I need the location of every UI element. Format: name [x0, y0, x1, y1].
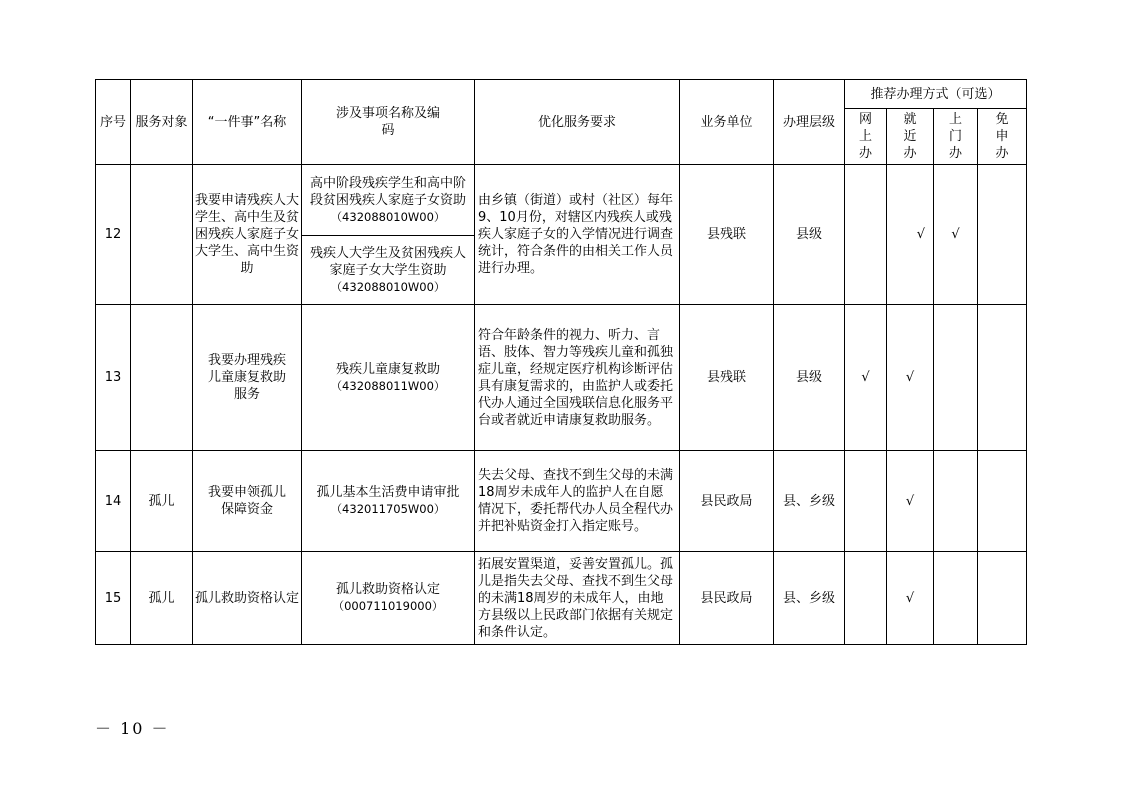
row-matter	[302, 552, 475, 645]
row-matter	[302, 236, 475, 305]
mark-online	[845, 552, 887, 645]
header-row-1	[96, 80, 1027, 109]
mark-doorstep	[934, 305, 978, 451]
row-item-name: 孤儿救助资格认定	[193, 552, 302, 645]
page-number: － 10 －	[95, 719, 170, 738]
row-requirements: 符合年龄条件的视力、听力、言语、肢体、智力等残疾儿童和孤独症儿童，经规定医疗机构诊断评估具有康复需求的，由监护人或委托代办人通过全国残联信息化服务平台或者就近申请康复救助服务。	[475, 305, 680, 451]
row-matter	[302, 165, 475, 236]
header-method-online-text: 网上办	[858, 112, 872, 161]
row-item-name: 我要申请残疾人大学生、高中生及贫困残疾人家庭子女大学生、高中生资助	[193, 165, 302, 305]
row-level: 县级	[774, 305, 845, 451]
header-matters-text: 涉及事项名称及编码	[335, 106, 440, 138]
mark-exempt	[978, 552, 1027, 645]
matter-code: （432088011W00）	[330, 378, 446, 393]
matter-name: 残疾儿童康复救助	[335, 361, 440, 377]
mark-online	[845, 165, 887, 305]
row-item-name-text: 我要办理残疾儿童康复救助服务	[207, 353, 286, 402]
header-method-nearby-text: 就近办	[903, 112, 917, 161]
header-level: 办理层级	[774, 80, 845, 165]
header-method-online	[845, 109, 887, 165]
row-target: 孤儿	[131, 451, 193, 552]
header-method-exempt-text: 免申办	[995, 112, 1009, 161]
row-item-name	[193, 305, 302, 451]
header-method-doorstep	[934, 109, 978, 165]
row-requirements: 失去父母、查找不到生父母的未满18周岁未成年人的监护人在自愿情况下，委托帮代办人员全程代办并把补贴资金打入指定账号。	[475, 451, 680, 552]
header-matters	[302, 80, 475, 165]
header-method-doorstep-text: 上门办	[948, 112, 962, 161]
mark-doorstep: √	[934, 165, 978, 305]
mark-nearby: √	[887, 305, 934, 451]
table-row	[96, 165, 1027, 236]
header-target: 服务对象	[131, 80, 193, 165]
mark-online	[845, 451, 887, 552]
table-row	[96, 451, 1027, 552]
row-target	[131, 305, 193, 451]
row-unit: 县残联	[680, 305, 774, 451]
header-method-nearby	[887, 109, 934, 165]
mark-nearby: √	[887, 165, 934, 305]
header-unit: 业务单位	[680, 80, 774, 165]
mark-exempt	[978, 165, 1027, 305]
row-item-name	[193, 451, 302, 552]
header-method-exempt	[978, 109, 1027, 165]
row-item-name-text: 我要申领孤儿保障资金	[207, 485, 286, 517]
matter-code: （432088010W00）	[330, 209, 446, 224]
table-row	[96, 552, 1027, 645]
row-unit: 县残联	[680, 165, 774, 305]
row-seq: 14	[96, 451, 131, 552]
row-seq: 13	[96, 305, 131, 451]
header-item-name: “一件事”名称	[193, 80, 302, 165]
row-level: 县、乡级	[774, 451, 845, 552]
mark-nearby: √	[887, 451, 934, 552]
service-table	[95, 79, 1027, 645]
row-matter	[302, 305, 475, 451]
matter-name: 残疾人大学生及贫困残疾人家庭子女大学生资助	[309, 245, 466, 278]
table-row	[96, 305, 1027, 451]
matter-name: 高中阶段残疾学生和高中阶段贫困残疾人家庭子女资助	[309, 175, 466, 208]
mark-exempt	[978, 451, 1027, 552]
header-requirements: 优化服务要求	[475, 80, 680, 165]
mark-exempt	[978, 305, 1027, 451]
row-target	[131, 165, 193, 305]
row-requirements: 拓展安置渠道，妥善安置孤儿。孤儿是指失去父母、查找不到生父母的未满18周岁的未成年人，由地方县级以上民政部门依据有关规定和条件认定。	[475, 552, 680, 645]
row-target: 孤儿	[131, 552, 193, 645]
row-unit: 县民政局	[680, 451, 774, 552]
row-requirements: 由乡镇（街道）或村（社区）每年9、10月份，对辖区内残疾人或残疾人家庭子女的入学情况进行调查统计，符合条件的由相关工作人员进行办理。	[475, 165, 680, 305]
row-unit: 县民政局	[680, 552, 774, 645]
row-level: 县、乡级	[774, 552, 845, 645]
matter-code: （000711019000）	[332, 599, 444, 613]
mark-nearby: √	[887, 552, 934, 645]
mark-doorstep	[934, 552, 978, 645]
matter-name: 孤儿救助资格认定	[335, 582, 440, 597]
mark-online: √	[845, 305, 887, 451]
header-methods-group: 推荐办理方式（可选）	[845, 80, 1027, 109]
row-level: 县级	[774, 165, 845, 305]
row-seq: 15	[96, 552, 131, 645]
matter-code: （432088010W00）	[330, 279, 446, 294]
row-seq: 12	[96, 165, 131, 305]
row-matter	[302, 451, 475, 552]
matter-code: （432011705W00）	[330, 502, 446, 516]
matter-name: 孤儿基本生活费申请审批	[316, 485, 460, 500]
header-seq: 序号	[96, 80, 131, 165]
mark-doorstep	[934, 451, 978, 552]
